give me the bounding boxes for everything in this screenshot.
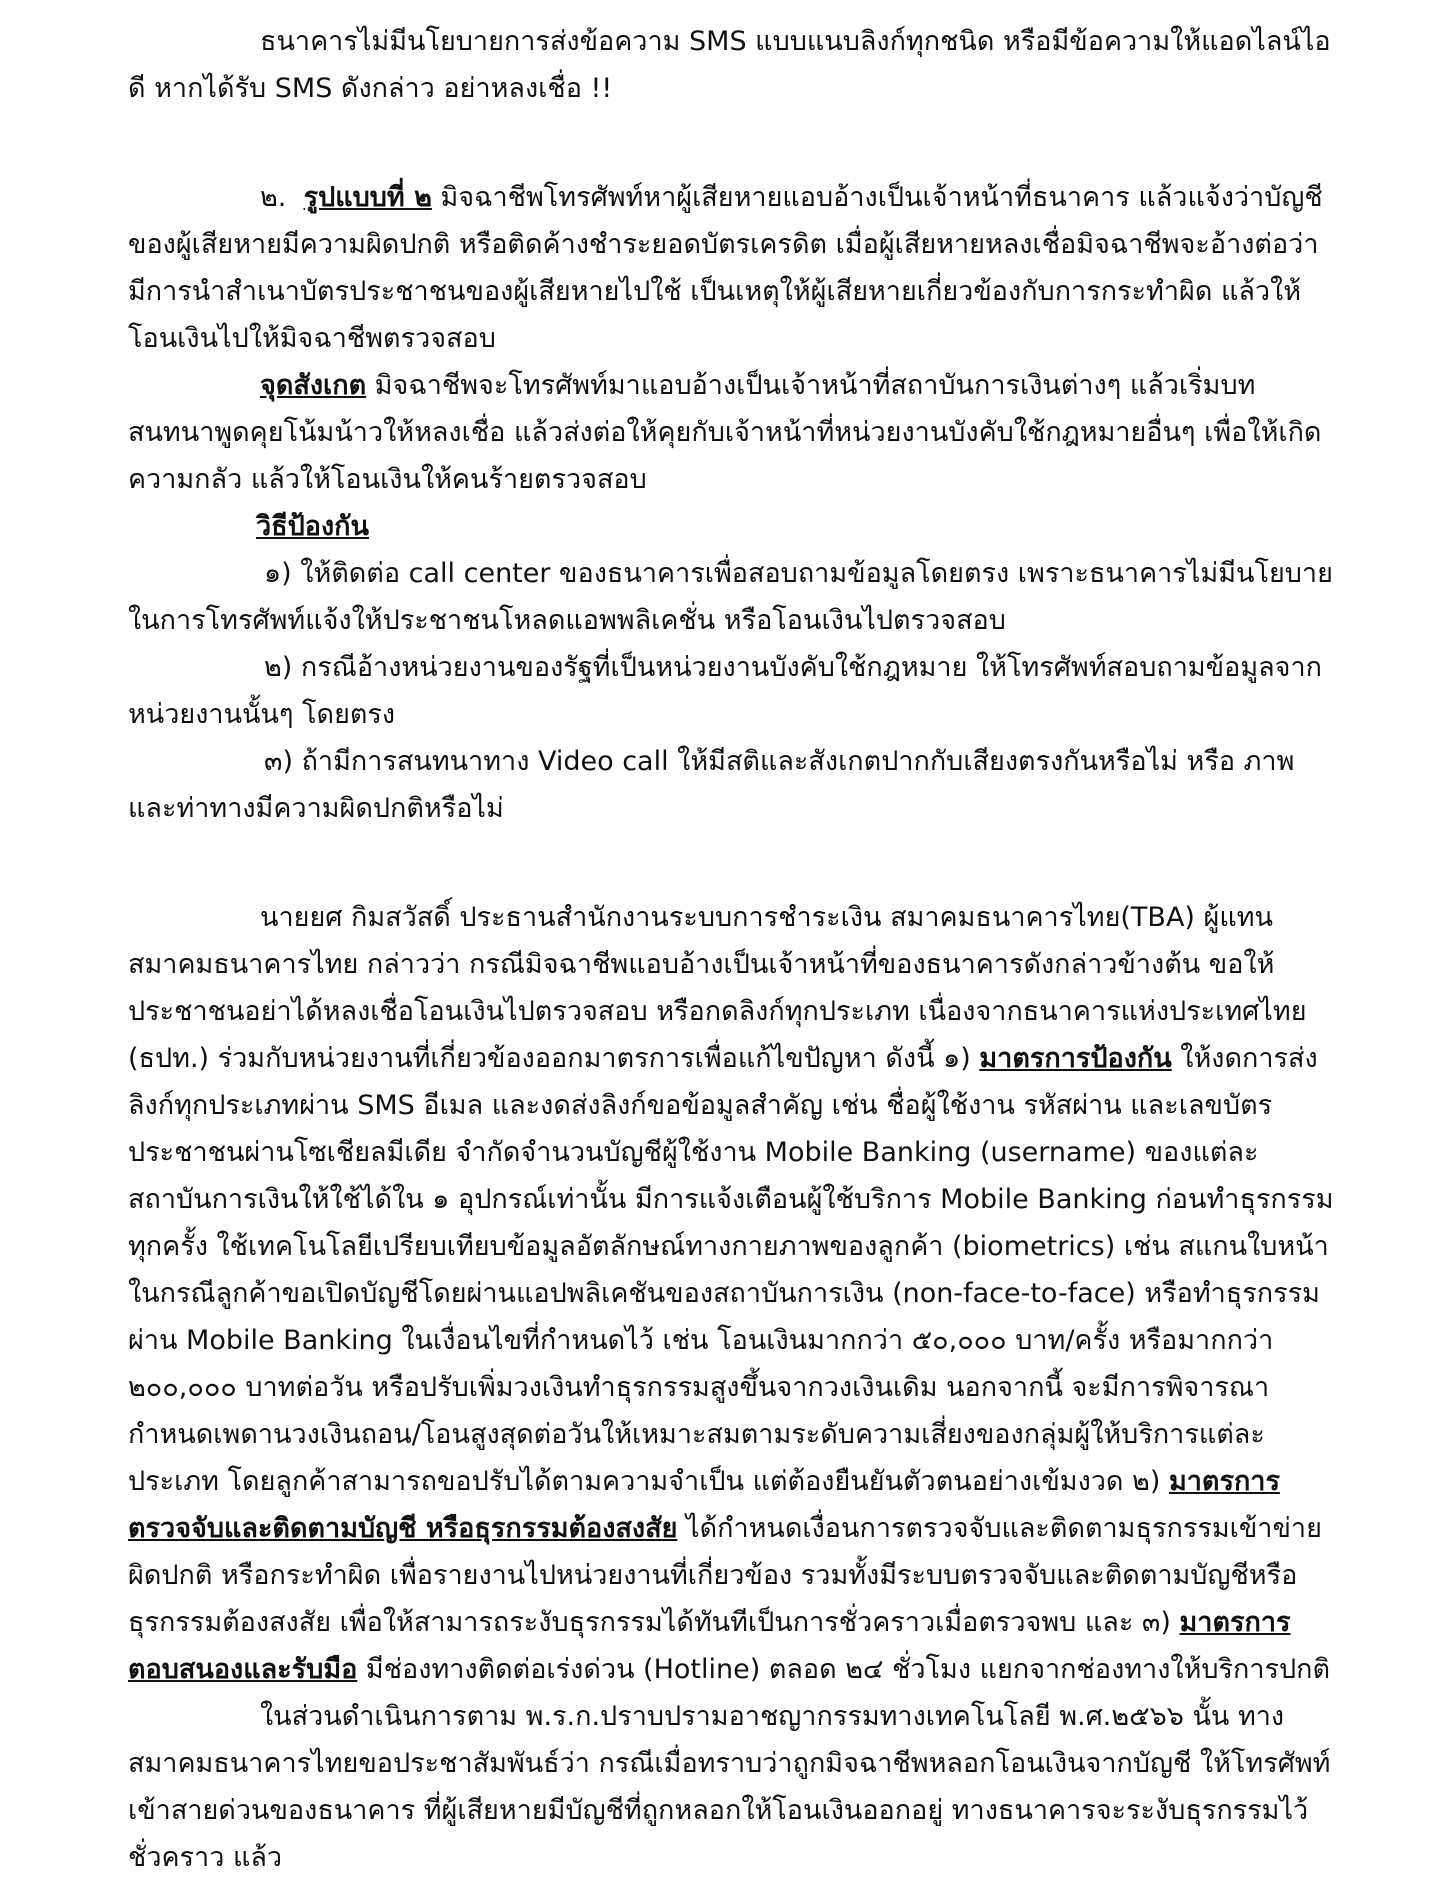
- pattern-2-text: มิจฉาชีพโทรศัพท์หาผู้เสียหายแอบอ้างเป็นเจ้าหน้าที่ธนาคาร แล้วแจ้งว่าบัญชีของผู้เสียหายมีความผิดปกติ หรือติดค้างชำระยอดบัตรเครดิต เมื่อผู้เสียหายหลงเชื่อมิจฉาชีพจะอ้างต่อว่า มีการนำสำเนาบัตรประชาชนของผู้เสียหายไปใช้ เป็นเหตุให้ผู้เสียหายเกี่ยวข้องกับการกระทำผิด แล้วให้โอนเงินไปให้มิจฉาชีพตรวจสอบ: [128, 182, 1323, 354]
- observation-label: จุดสังเกต: [260, 370, 367, 401]
- prevention-item-text: ๑) ให้ติดต่อ call center ของธนาคารเพื่อสอบถามข้อมูลโดยตรง เพราะธนาคารไม่มีนโยบายในการโทรศัพท์แจ้งให้ประชาชนโหลดแอพพลิเคชั่น หรือโอนเงินไปตรวจสอบ: [128, 558, 1333, 636]
- statement-text-4: มีช่องทางติดต่อเร่งด่วน (Hotline) ตลอด ๒๔ ชั่วโมง แยกจากช่องทางให้บริการปกติ: [357, 1654, 1331, 1685]
- observation-text: มิจฉาชีพจะโทรศัพท์มาแอบอ้างเป็นเจ้าหน้าที่สถาบันการเงินต่างๆ แล้วเริ่มบทสนทนาพูดคุยโน้มน้าวให้หลงเชื่อ แล้วส่งต่อให้คุยกับเจ้าหน้าที่หน่วยงานบังคับใช้กฎหมายอื่นๆ เพื่อให้เกิดความกลัว แล้วให้โอนเงินให้คนร้ายตรวจสอบ: [128, 370, 1322, 495]
- statement-text-1: นายยศ กิมสวัสดิ์ ประธานสำนักงานระบบการชำระเงิน สมาคมธนาคารไทย(TBA) ผู้แทน สมาคมธนาคารไทย กล่าวว่า กรณีมิจฉาชีพแอบอ้างเป็นเจ้าหน้าที่ของธนาคารดังกล่าวข้างต้น ขอให้ประชาชนอย่าได้หลงเชื่อโอนเงินไปตรวจสอบ หรือกดลิงก์ทุกประเภท เนื่องจากธนาคารแห่งประเทศไทย (ธปท.) ร่วมกับหน่วยงานที่เกี่ยวข้องออกมาตรการเพื่อแก้ไขปัญหา ดังนี้ ๑): [128, 902, 1307, 1074]
- statement-text-2: ให้งดการส่งลิงก์ทุกประเภทผ่าน SMS อีเมล และงดส่งลิงก์ขอข้อมูลสำคัญ เช่น ชื่อผู้ใช้งาน รหัสผ่าน และเลขบัตรประชาชนผ่านโซเชียลมีเดีย จำกัดจำนวนบัญชีผู้ใช้งาน Mobile Banking (username) ของแต่ละสถาบันการเงินให้ใช้ได้ใน ๑ อุปกรณ์เท่านั้น มีการแจ้งเตือนผู้ใช้บริการ Mobile Banking ก่อนทำธุรกรรมทุกครั้ง ใช้เทคโนโลยีเปรียบเทียบข้อมูลอัตลักษณ์ทางกายภาพของลูกค้า (biometrics) เช่น สแกนใบหน้า ในกรณีลูกค้าขอเปิดบัญชีโดยผ่านแอปพลิเคชันของสถาบันการเงิน (non-face-to-face) หรือทำธุรกรรมผ่าน Mobile Banking ในเงื่อนไขที่กำหนดไว้ เช่น โอนเงินมากกว่า ๕๐,๐๐๐ บาท/ครั้ง หรือมากกว่า ๒๐๐,๐๐๐ บาทต่อวัน หรือปรับเพิ่มวงเงินทำธุรกรรมสูงขึ้นจากวงเงินเดิม นอกจากนี้ จะมีการพิจารณากำหนดเพดานวงเงินถอน/โอนสูงสุดต่อวันให้เหมาะสมตามระดับความเสี่ยงของกลุ่มผู้ให้บริการแต่ละประเภท โดยลูกค้าสามารถขอปรับได้ตามความจำเป็น แต่ต้องยืนยันตัวตนอย่างเข้มงวด ๒): [128, 1043, 1334, 1497]
- statement-text-3: ได้กำหนดเงื่อนการตรวจจับและติดตามธุรกรรมเข้าข่ายผิดปกติ หรือกระทำผิด เพื่อรายงานไปหน่วยงานที่เกี่ยวข้อง รวมทั้งมีระบบตรวจจับและติดตามบัญชีหรือธุรกรรมต้องสงสัย เพื่อให้สามารถระงับธุรกรรมได้ทันทีเป็นการชั่วคราวเมื่อตรวจพบ และ ๓): [128, 1513, 1322, 1638]
- spacer: [128, 112, 1339, 174]
- statement-paragraph: [128, 894, 1339, 1693]
- closing-paragraph: [128, 1693, 1339, 1881]
- spacer: [128, 832, 1339, 894]
- intro-text: ธนาคารไม่มีนโยบายการส่งข้อความ SMS แบบแนบลิงก์ทุกชนิด หรือมีข้อความให้แอดไลน์ไอดี หากได้รับ SMS ดังกล่าว อย่าหลงเชื่อ !!: [128, 26, 1331, 104]
- pattern-2-paragraph: [128, 174, 1339, 362]
- prevention-item: [128, 644, 1339, 738]
- prevention-heading: วิธีป้องกัน: [256, 511, 369, 542]
- measure-3-label: มาตรการตอบสนองและรับมือ: [128, 1607, 1291, 1685]
- pattern-2-label: รูปแบบที่ ๒: [303, 182, 432, 213]
- closing-text: ในส่วนดำเนินการตาม พ.ร.ก.ปราบปรามอาชญากรรมทางเทคโนโลยี พ.ศ.๒๕๖๖ นั้น ทางสมาคมธนาคารไทยขอประชาสัมพันธ์ว่า กรณีเมื่อทราบว่าถูกมิจฉาชีพหลอกโอนเงินจากบัญชี ให้โทรศัพท์เข้าสายด่วนของธนาคาร ที่ผู้เสียหายมีบัญชีที่ถูกหลอกให้โอนเงินออกอยู่ ทางธนาคารจะระงับธุรกรรมไว้ชั่วคราว แล้ว: [128, 1701, 1331, 1873]
- prevention-item-text: ๒) กรณีอ้างหน่วยงานของรัฐที่เป็นหน่วยงานบังคับใช้กฎหมาย ให้โทรศัพท์สอบถามข้อมูลจากหน่วยงานนั้นๆ โดยตรง: [128, 652, 1322, 730]
- measure-1-label: มาตรการป้องกัน: [979, 1043, 1172, 1074]
- prevention-item: [128, 738, 1339, 832]
- pattern-number: ๒.: [260, 182, 287, 213]
- prevention-item: [128, 550, 1339, 644]
- prevention-heading-line: [128, 503, 1339, 550]
- prevention-item-text: ๓) ถ้ามีการสนทนาทาง Video call ให้มีสติและสังเกตปากกับเสียงตรงกันหรือไม่ หรือ ภาพและท่าทางมีความผิดปกติหรือไม่: [128, 746, 1295, 824]
- observation-paragraph: [128, 362, 1339, 503]
- intro-paragraph: [128, 18, 1339, 112]
- measure-2-label: มาตรการตรวจจับและติดตามบัญชี หรือธุรกรรมต้องสงสัย: [128, 1466, 1280, 1544]
